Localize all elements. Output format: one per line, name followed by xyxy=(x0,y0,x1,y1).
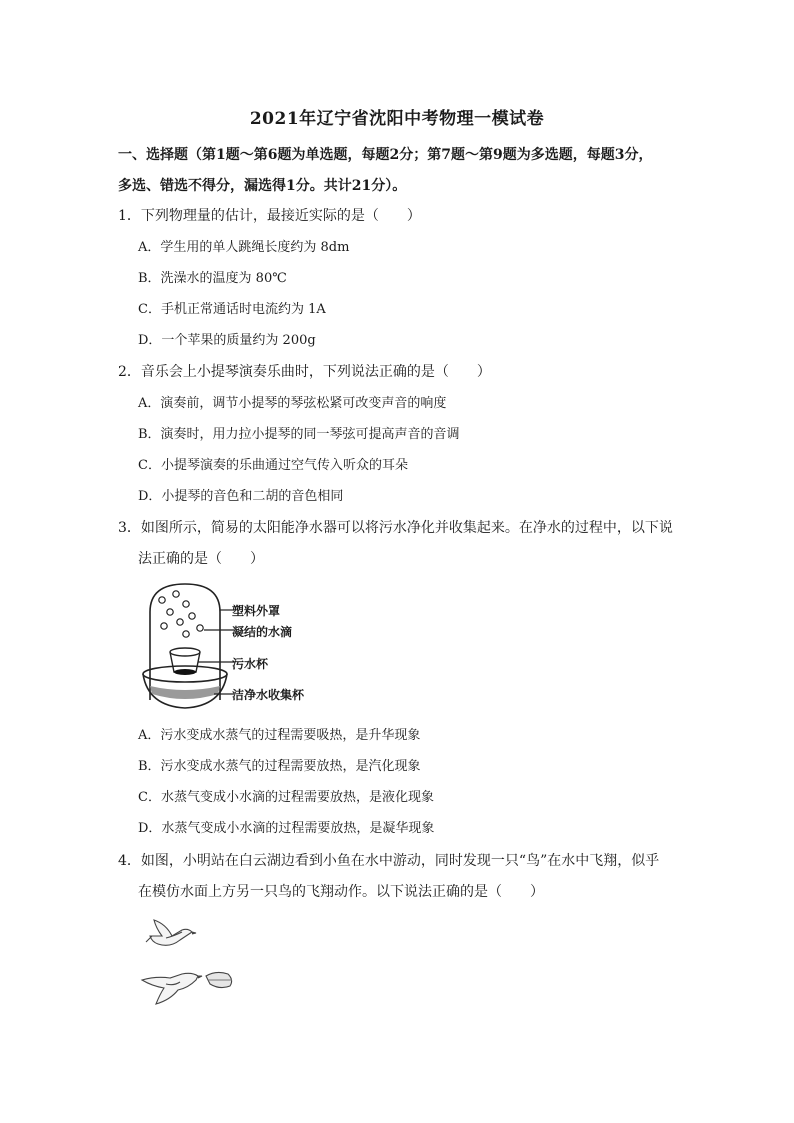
question-4-stem-line2: 在模仿水面上方另一只鸟的飞翔动作。以下说法正确的是（ ） xyxy=(138,884,544,900)
question-2-option-b: B．演奏时，用力拉小提琴的同一琴弦可提高声音的音调 xyxy=(138,427,460,442)
section-heading-line1: 一、选择题（第1题～第6题为单选题，每题2分；第7题～第9题为多选题，每题3分， xyxy=(118,147,653,163)
question-1-option-a: A．学生用的单人跳绳长度约为 8dm xyxy=(138,240,350,255)
question-4-stem-line1: 4．如图，小明站在白云湖边看到小鱼在水中游动，同时发现一只“鸟”在水中飞翔，似乎 xyxy=(118,853,660,869)
question-1-option-c: C．手机正常通话时电流约为 1A xyxy=(138,302,326,317)
question-3-option-a: A．污水变成水蒸气的过程需要吸热，是升华现象 xyxy=(138,728,421,743)
question-2-option-c: C．小提琴演奏的乐曲通过空气传入听众的耳朵 xyxy=(138,458,408,473)
section-heading-line2: 多选、错选不得分，漏选得1分。共计21分）。 xyxy=(118,178,407,194)
solar-purifier-figure xyxy=(140,582,240,714)
question-2-option-a: A．演奏前，调节小提琴的琴弦松紧可改变声音的响度 xyxy=(138,396,447,411)
question-3-stem-line2: 法正确的是（ ） xyxy=(138,551,264,567)
question-2-stem: 2．音乐会上小提琴演奏乐曲时，下列说法正确的是（ ） xyxy=(118,364,491,380)
figure-label-clean-water-cup: 洁净水收集杯 xyxy=(232,688,305,702)
question-3-option-d: D．水蒸气变成小水滴的过程需要放热，是凝华现象 xyxy=(138,821,435,836)
page-title: 2021年辽宁省沈阳中考物理一模试卷 xyxy=(249,109,545,129)
question-3-option-b: B．污水变成水蒸气的过程需要放热，是汽化现象 xyxy=(138,759,421,774)
question-3-stem-line1: 3．如图所示，简易的太阳能净水器可以将污水净化并收集起来。在净水的过程中，以下说 xyxy=(118,520,673,536)
question-2-option-d: D．小提琴的音色和二胡的音色相同 xyxy=(138,489,344,504)
bird-reflection-figure xyxy=(136,914,240,1010)
figure-label-plastic-cover: 塑料外罩 xyxy=(232,604,281,618)
question-1-option-b: B．洗澡水的温度为 80℃ xyxy=(138,271,287,286)
question-1-option-d: D．一个苹果的质量约为 200g xyxy=(138,333,316,348)
question-1-stem: 1．下列物理量的估计，最接近实际的是（ ） xyxy=(118,208,421,224)
figure-label-water-droplets: 凝结的水滴 xyxy=(232,625,293,639)
question-3-option-c: C．水蒸气变成小水滴的过程需要放热，是液化现象 xyxy=(138,790,434,805)
bird-icon xyxy=(146,920,196,945)
figure-label-dirty-water-cup: 污水杯 xyxy=(232,657,269,671)
bird-reflection-icon xyxy=(142,972,232,1004)
